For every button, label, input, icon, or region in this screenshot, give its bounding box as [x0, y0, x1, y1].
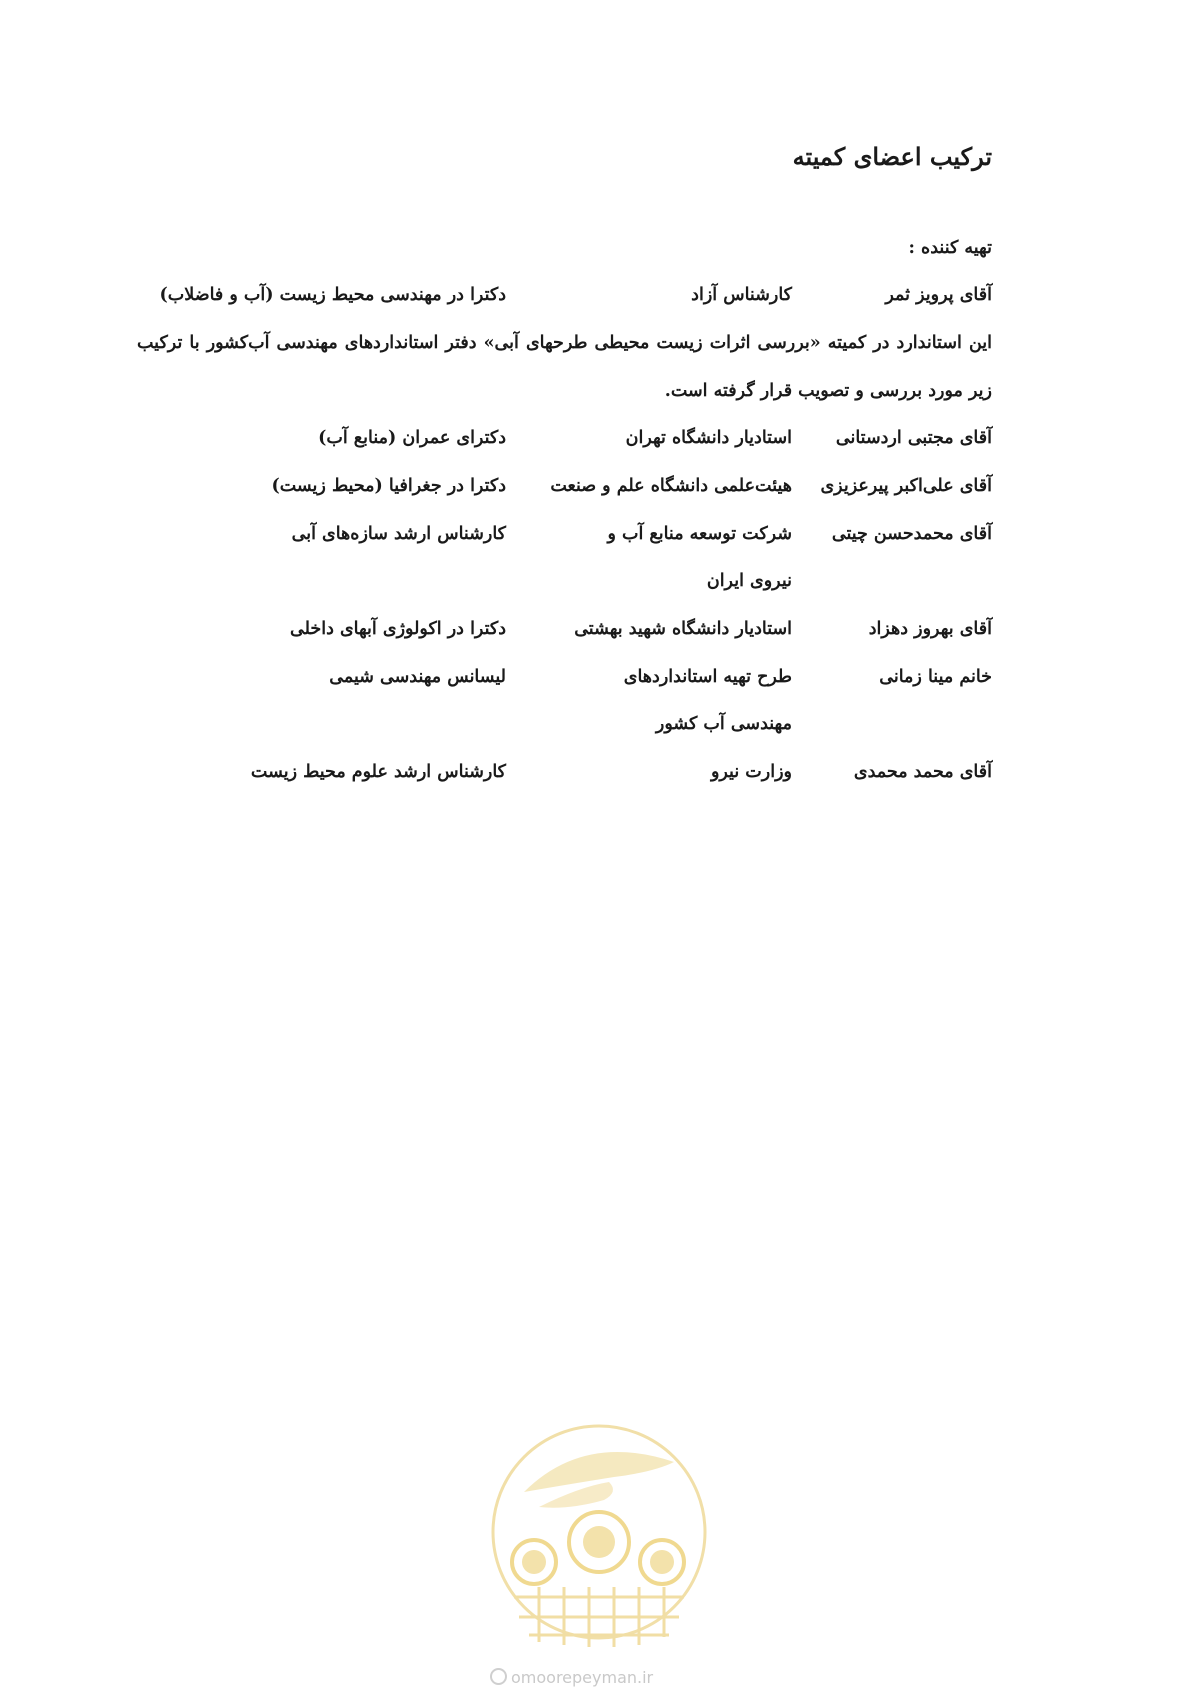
globe-icon — [490, 1668, 507, 1685]
member-name: آقای محمدحسن چیتی — [831, 524, 992, 544]
member-name: آقای علی‌اکبر پیرعزیزی — [820, 476, 992, 496]
member-affiliation: استادیار دانشگاه شهید بهشتی — [574, 619, 792, 639]
page-title: ترکیب اعضای کمیته — [792, 142, 992, 171]
preparer-affiliation: کارشناس آزاد — [691, 285, 792, 305]
member-degree: دکترا در جغرافیا (محیط زیست) — [271, 476, 506, 496]
preparer-name: آقای پرویز ثمر — [885, 285, 992, 305]
member-name: خانم مینا زمانی — [879, 667, 992, 687]
watermark-logo-icon — [484, 1422, 714, 1662]
preparer-degree: دکترا در مهندسی محیط زیست (آب و فاضلاب) — [159, 285, 506, 305]
intro-line-2: زیر مورد بررسی و تصویب قرار گرفته است. — [664, 381, 992, 401]
member-name: آقای محمد محمدی — [853, 762, 992, 782]
member-affiliation: طرح تهیه استانداردهای — [623, 667, 792, 687]
member-affiliation-cont: نیروی ایران — [706, 571, 792, 591]
member-degree: کارشناس ارشد سازه‌های آبی — [291, 524, 506, 544]
preparer-heading: تهیه کننده : — [908, 238, 992, 258]
member-name: آقای مجتبی اردستانی — [835, 428, 992, 448]
member-degree: دکترای عمران (منابع آب) — [318, 428, 506, 448]
member-degree: لیسانس مهندسی شیمی — [329, 667, 506, 687]
member-affiliation: وزارت نیرو — [710, 762, 792, 782]
watermark-site: omoorepeyman.ir — [490, 1668, 653, 1687]
member-degree: دکترا در اکولوژی آبهای داخلی — [290, 619, 506, 639]
member-affiliation: هیئت‌علمی دانشگاه علم و صنعت — [550, 476, 792, 496]
member-affiliation: استادیار دانشگاه تهران — [625, 428, 792, 448]
member-degree: کارشناس ارشد علوم محیط زیست — [250, 762, 506, 782]
member-name: آقای بهروز دهزاد — [868, 619, 992, 639]
intro-line-1: این استاندارد در کمیته «بررسی اثرات زیست محیطی طرحهای آبی» دفتر استانداردهای مهندسی آب‌کشور با ترکیب — [137, 333, 992, 353]
member-affiliation: شرکت توسعه منابع آب و — [607, 524, 792, 544]
member-affiliation-cont: مهندسی آب کشور — [655, 714, 792, 734]
